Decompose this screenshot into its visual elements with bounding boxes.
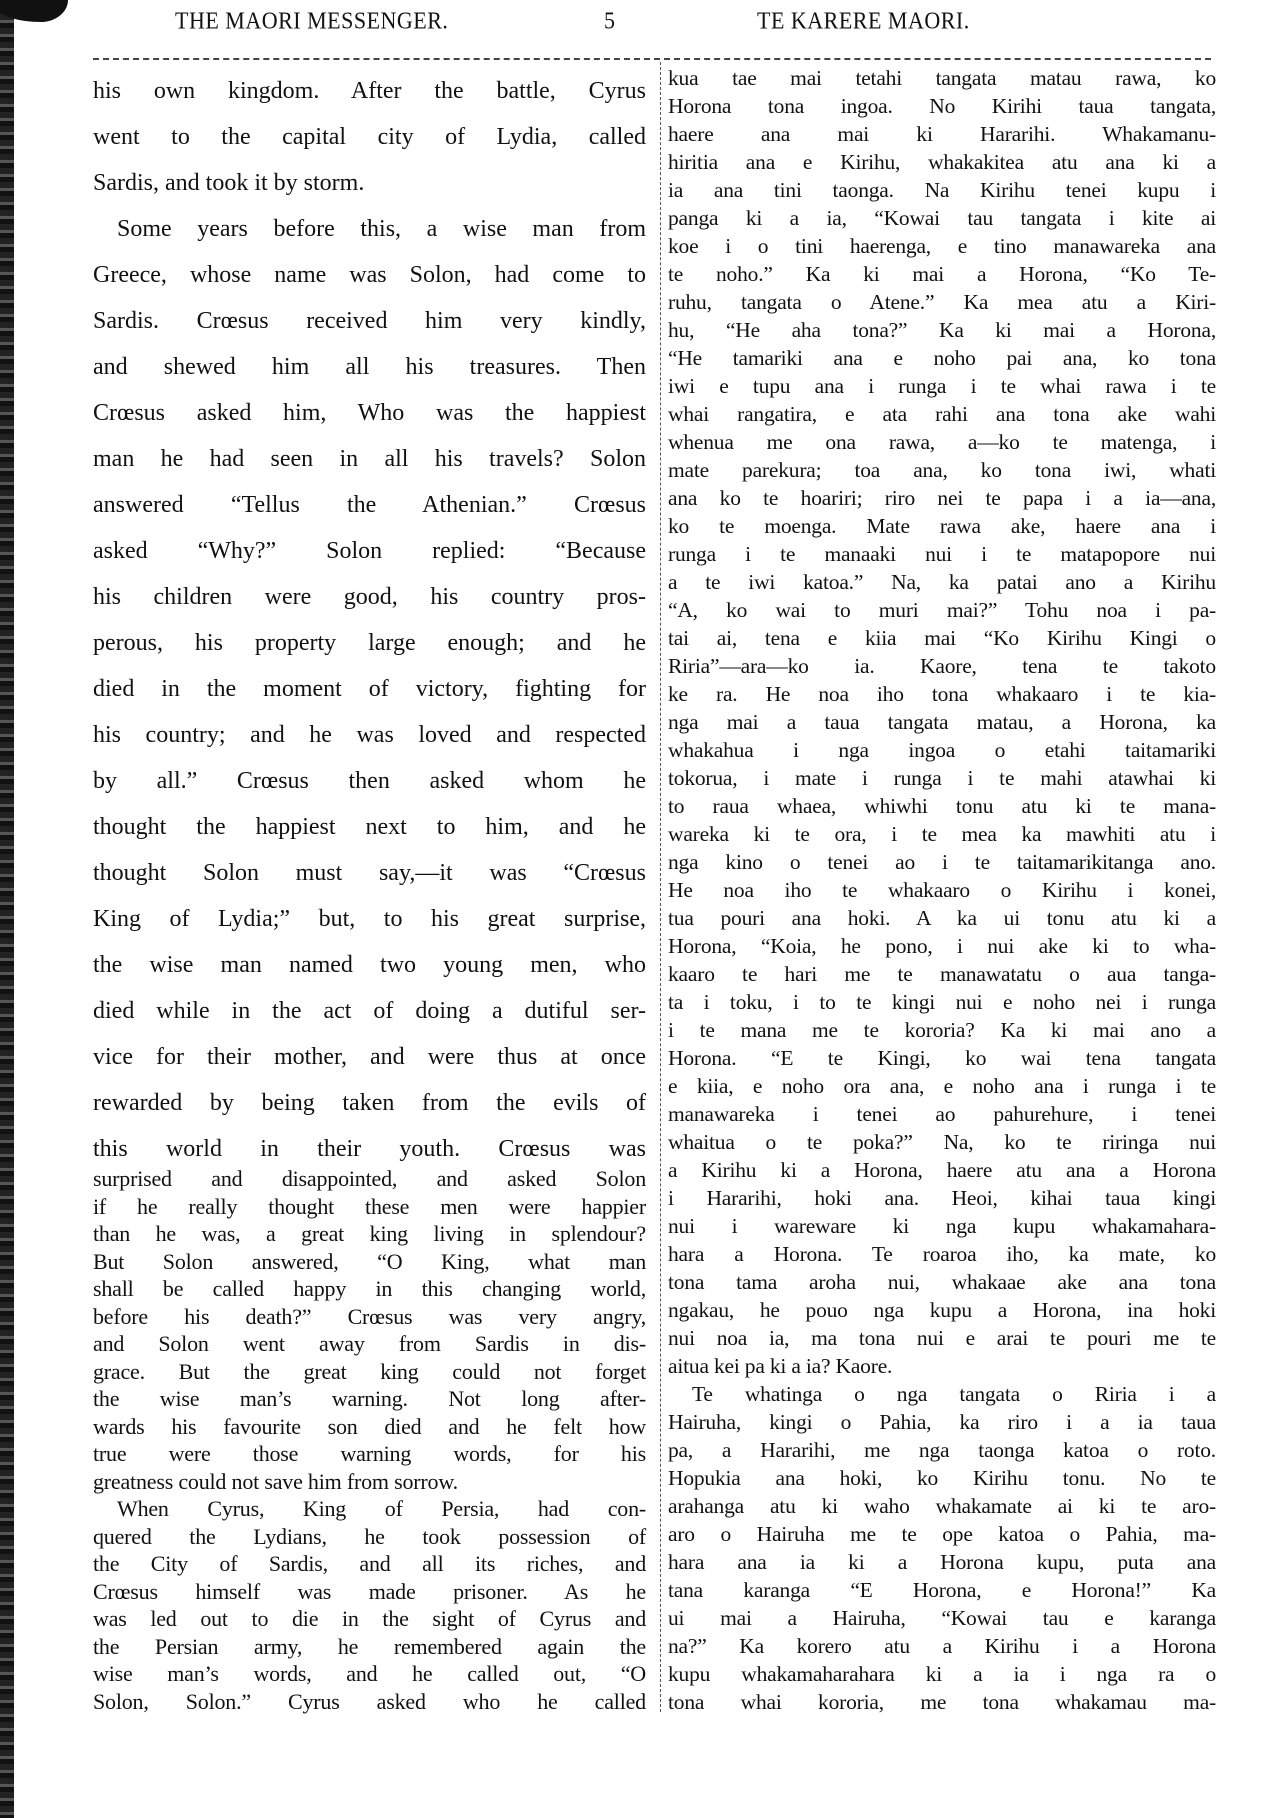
text-line: to raua whaea, whiwhi tonu atu ki te mana- [668, 794, 1216, 818]
text-line: whenua me ona rawa, a—ko te matenga, i [668, 430, 1216, 454]
text-line: and shewed him all his treasures. Then [93, 354, 646, 380]
text-line: nga mai a taua tangata matau, a Horona, ka [668, 710, 1216, 734]
text-line: Crœsus himself was made prisoner. As he [93, 1578, 646, 1604]
text-line: greatness could not save him from sorrow. [93, 1468, 458, 1494]
text-line: ke ra. He noa iho tona whakaaro i te kia- [668, 682, 1216, 706]
text-line: wareka ki te ora, i te mea ka mawhiti atu i [668, 822, 1216, 846]
text-line: tai ai, tena e kiia mai “Ko Kirihu Kingi o [668, 626, 1216, 650]
text-line: man he had seen in all his travels? Solon [93, 446, 646, 472]
text-line: e kiia, e noho ora ana, e noho ana i runga i te [668, 1074, 1216, 1098]
text-line: nga kino o tenei ao i te taitamarikitanga ano. [668, 850, 1216, 874]
text-line: kaaro te hari me te manawatatu o aua tanga- [668, 962, 1216, 986]
text-line: na?” Ka korero atu a Kirihu i a Horona [668, 1634, 1216, 1658]
text-line: iwi e tupu ana i runga i te whai rawa i te [668, 374, 1216, 398]
text-line: ko te moenga. Mate rawa ake, haere ana i [668, 514, 1216, 538]
text-line: Sardis, and took it by storm. [93, 170, 365, 196]
text-line: arahanga atu ki waho whakamate ai ki te aro- [668, 1494, 1216, 1518]
text-line: true were those warning words, for his [93, 1441, 646, 1466]
text-line: tua pouri ana hoki. A ka ui tonu atu ki a [668, 906, 1216, 930]
text-line: i te mana me te kororia? Ka ki mai ano a [668, 1018, 1216, 1042]
text-line: hara ana ia ki a Horona kupu, puta ana [668, 1550, 1216, 1574]
text-line: whai rangatira, e ata rahi ana tona ake wahi [668, 402, 1216, 426]
text-line: the Persian army, he remembered again the [93, 1633, 646, 1659]
text-line: Hairuha, kingi o Pahia, ka riro i a ia taua [668, 1410, 1216, 1434]
text-line: tona tama aroha nui, whakaae ake ana tona [668, 1270, 1216, 1294]
text-line: quered the Lydians, he took possession of [93, 1523, 646, 1549]
text-line: by all.” Crœsus then asked whom he [93, 768, 646, 794]
text-line: Solon, Solon.” Cyrus asked who he called [93, 1688, 646, 1714]
text-line: perous, his property large enough; and he [93, 630, 646, 656]
text-line: Some years before this, a wise man from [117, 216, 646, 242]
text-line: the wise man’s warning. Not long after- [93, 1386, 646, 1411]
text-line: “He tamariki ana e noho pai ana, ko tona [668, 346, 1216, 370]
text-line: if he really thought these men were happier [93, 1193, 646, 1219]
text-line: a Kirihu ki a Horona, haere atu ana a Horona [668, 1158, 1216, 1182]
text-line: whakahua i nga ingoa o etahi taitamariki [668, 738, 1216, 762]
text-line: ia ana tini taonga. Na Kirihu tenei kupu i [668, 178, 1216, 202]
text-line: before his death?” Crœsus was very angry, [93, 1303, 646, 1329]
text-line: ta i toku, i to te kingi nui e noho nei i runga [668, 990, 1216, 1014]
text-line: whaitua o te poka?” Na, ko te riringa nui [668, 1130, 1216, 1154]
text-line: Horona tona ingoa. No Kirihi taua tangata, [668, 94, 1216, 118]
text-line: tana karanga “E Horona, e Horona!” Ka [668, 1578, 1216, 1602]
text-line: koe i o tini haerenga, e tino manawareka ana [668, 234, 1216, 258]
text-line: mate parekura; toa ana, ko tona iwi, whati [668, 458, 1216, 482]
text-line: tokorua, i mate i runga i te mahi atawhai ki [668, 766, 1216, 790]
text-line: ruhu, tangata o Atene.” Ka mea atu a Kiri- [668, 290, 1216, 314]
text-line: thought the happiest next to him, and he [93, 814, 646, 840]
scan-edge-artifact [0, 0, 14, 1818]
text-line: But Solon answered, “O King, what man [93, 1248, 646, 1274]
text-line: the wise man named two young men, who [93, 952, 646, 978]
text-line: answered “Tellus the Athenian.” Crœsus [93, 492, 646, 518]
text-line: nui i wareware ki nga kupu whakamahara- [668, 1214, 1216, 1238]
text-line: vice for their mother, and were thus at once [93, 1044, 646, 1070]
text-line: kua tae mai tetahi tangata matau rawa, ko [668, 66, 1216, 90]
text-line: thought Solon must say,—it was “Crœsus [93, 860, 646, 886]
text-line: When Cyrus, King of Persia, had con- [117, 1496, 646, 1521]
text-line: Greece, whose name was Solon, had come to [93, 262, 646, 288]
text-line: He noa iho te whakaaro o Kirihu i konei, [668, 878, 1216, 902]
text-line: this world in their youth. Crœsus was [93, 1136, 646, 1162]
text-line: te noho.” Ka ki mai a Horona, “Ko Te- [668, 262, 1216, 286]
text-line: King of Lydia;” but, to his great surprise, [93, 906, 646, 932]
text-line: Horona. “E te Kingi, ko wai tena tangata [668, 1046, 1216, 1070]
text-line: shall be called happy in this changing world, [93, 1276, 646, 1301]
text-line: runga i te manaaki nui i te matapopore nui [668, 542, 1216, 566]
text-line: tona whai kororia, me tona whakamau ma- [668, 1690, 1216, 1714]
text-line: Hopukia ana hoki, ko Kirihu tonu. No te [668, 1466, 1216, 1490]
text-line: i Hararihi, hoki ana. Heoi, kihai taua kingi [668, 1186, 1216, 1210]
text-line: kupu whakamaharahara ki a ia i nga ra o [668, 1662, 1216, 1686]
text-line: than he was, a great king living in splendour? [93, 1221, 646, 1246]
text-line: rewarded by being taken from the evils of [93, 1090, 646, 1116]
text-line: Crœsus asked him, Who was the happiest [93, 400, 646, 426]
text-line: grace. But the great king could not forget [93, 1358, 646, 1384]
text-line: panga ki a ia, “Kowai tau tangata i kite ai [668, 206, 1216, 230]
text-line: ui mai a Hairuha, “Kowai tau e karanga [668, 1606, 1216, 1630]
text-line: haere ana mai ki Hararihi. Whakamanu- [668, 122, 1216, 146]
text-line: aro o Hairuha me te ope katoa o Pahia, ma- [668, 1522, 1216, 1546]
text-line: hiritia ana e Kirihu, whakakitea atu ana ki a [668, 150, 1216, 174]
text-line: Riria”—ara—ko ia. Kaore, tena te takoto [668, 654, 1216, 678]
text-line: aitua kei pa ki a ia? Kaore. [668, 1354, 893, 1378]
text-line: the City of Sardis, and all its riches, and [93, 1551, 646, 1576]
page-number: 5 [604, 6, 616, 35]
text-line: wise man’s words, and he called out, “O [93, 1661, 646, 1686]
text-line: died while in the act of doing a dutiful ser- [93, 998, 646, 1024]
text-line: “A, ko wai to muri mai?” Tohu noa i pa- [668, 598, 1216, 622]
text-line: his own kingdom. After the battle, Cyrus [93, 78, 646, 104]
text-line: ngakau, he pouo nga kupu a Horona, ina hoki [668, 1298, 1216, 1322]
header-rule [93, 58, 1211, 60]
text-line: ana ko te hoariri; riro nei te papa i a ia—ana, [668, 486, 1216, 510]
text-line: was led out to die in the sight of Cyrus and [93, 1606, 646, 1631]
text-line: a te iwi katoa.” Na, ka patai ano a Kirihu [668, 570, 1216, 594]
text-line: Sardis. Crœsus received him very kindly, [93, 308, 646, 334]
text-line: nui noa ia, ma tona nui e arai te pouri me te [668, 1326, 1216, 1350]
text-line: hu, “He aha tona?” Ka ki mai a Horona, [668, 318, 1216, 342]
text-line: went to the capital city of Lydia, called [93, 124, 646, 150]
column-divider [660, 62, 661, 1712]
text-line: and Solon went away from Sardis in dis- [93, 1331, 646, 1356]
text-line: hara a Horona. Te roaroa iho, ka mate, ko [668, 1242, 1216, 1266]
text-line: wards his favourite son died and he felt how [93, 1413, 646, 1439]
text-line: surprised and disappointed, and asked Solon [93, 1166, 646, 1191]
text-line: died in the moment of victory, fighting for [93, 676, 646, 702]
text-line: asked “Why?” Solon replied: “Because [93, 538, 646, 564]
text-line: his country; and he was loved and respected [93, 722, 646, 748]
masthead-english: THE MAORI MESSENGER. [175, 6, 449, 35]
text-line: Horona, “Koia, he pono, i nui ake ki to wha- [668, 934, 1216, 958]
text-line: his children were good, his country pros- [93, 584, 646, 610]
masthead-maori: TE KARERE MAORI. [757, 6, 970, 35]
text-line: pa, a Hararihi, me nga taonga katoa o roto. [668, 1438, 1216, 1462]
text-line: manawareka i tenei ao pahurehure, i tenei [668, 1102, 1216, 1126]
text-line: Te whatinga o nga tangata o Riria i a [692, 1382, 1216, 1406]
